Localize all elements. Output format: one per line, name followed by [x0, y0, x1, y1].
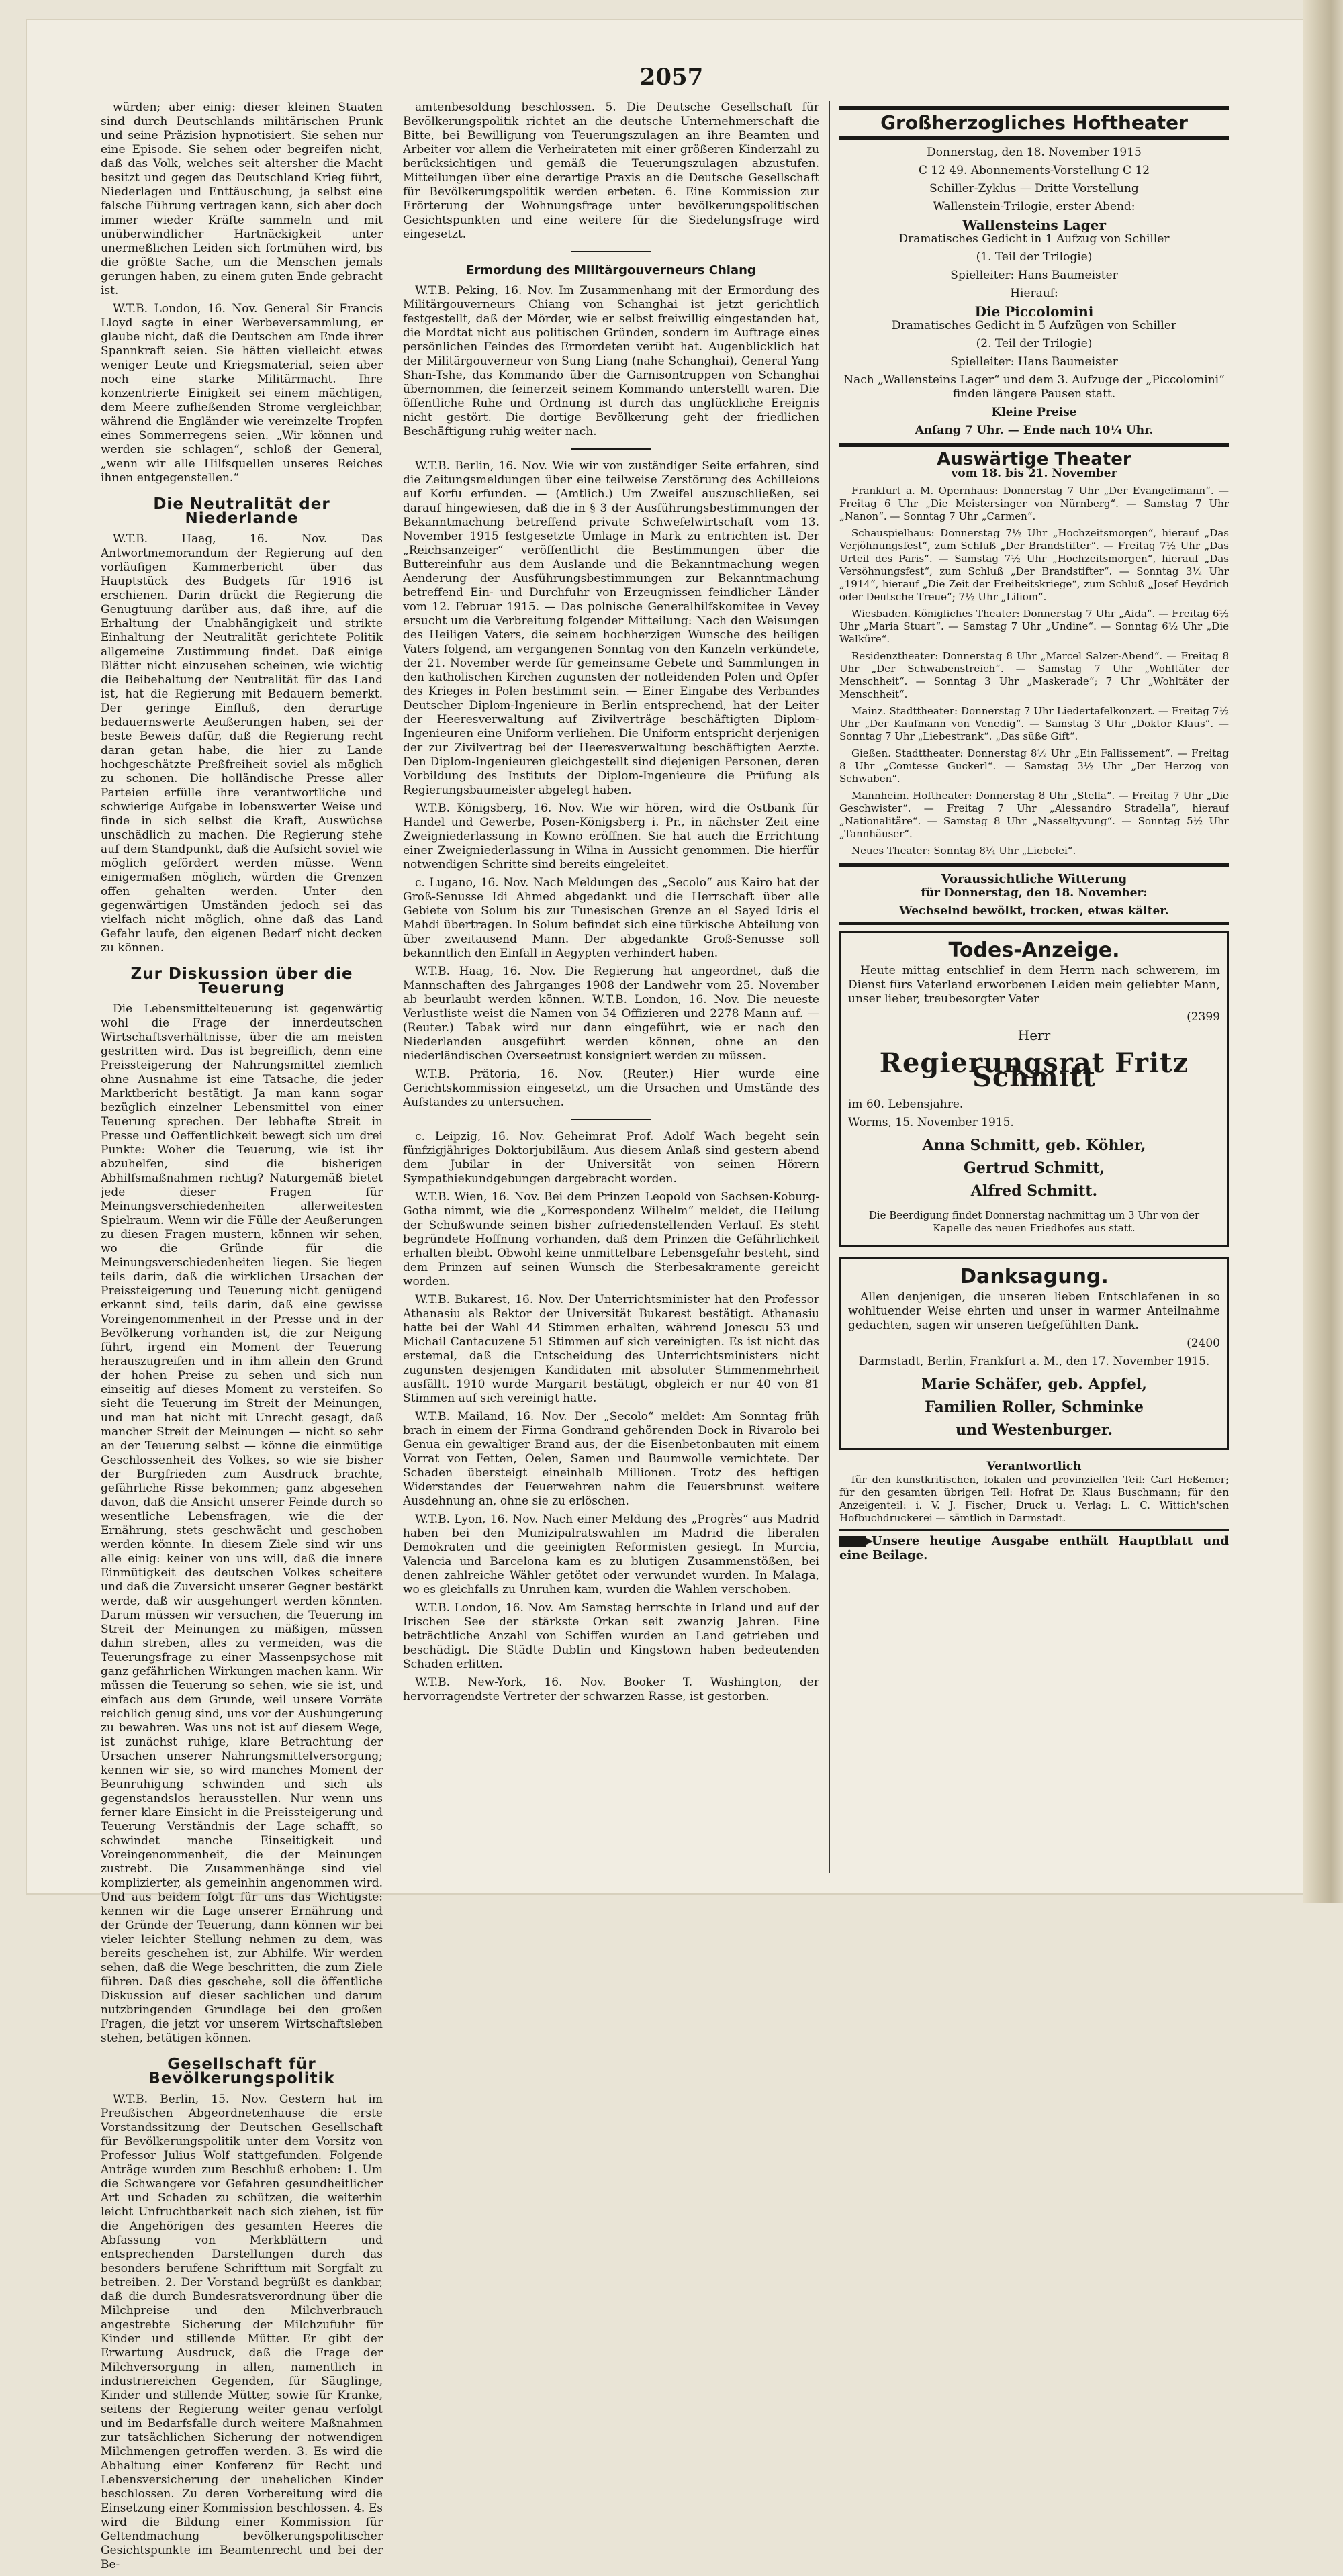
- section-rule: [571, 1119, 651, 1120]
- play-title: Die Piccolomini: [974, 303, 1094, 320]
- article-paragraph: c. Lugano, 16. Nov. Nach Meldungen des „Secolo“ aus Kairo hat der Groß-Senusse Idi Ahmed abgedankt und die Herrschaft über alle Gebiete von Solum bis zur Tunesischen Grenze an el Sayed Idris el Mahdi übertragen. In Solum befindet sich eine türkische Abteilung von über zweitausend Mann. Der abgedankte Groß-Senusse soll bekanntlich den Einfall in Aegypten verhindert haben.: [403, 876, 819, 960]
- deceased-name: Regierungsrat Fritz Schmitt: [879, 1047, 1189, 1093]
- weather-date: für Donnerstag, den 18. November:: [921, 886, 1148, 900]
- play-pause: Nach „Wallensteins Lager“ und dem 3. Aufzuge der „Piccolomini“ finden längere Pausen statt.: [843, 373, 1225, 401]
- thanks-notice-box: [839, 1257, 1229, 1450]
- play-part: (1. Teil der Trilogie): [976, 250, 1093, 264]
- play-part: (2. Teil der Trilogie): [976, 337, 1093, 350]
- footer-rule: [839, 1529, 1229, 1531]
- edition-note: [839, 1534, 1229, 1562]
- theater-title: Großherzogliches Hoftheater: [880, 111, 1188, 134]
- theater-bottom-rule: [839, 443, 1229, 447]
- column-2: [403, 101, 819, 1708]
- article-paragraph: W.T.B. London, 16. Nov. General Sir Francis Lloyd sagte in einer Werbeversammlung, er glaube nicht, daß die Deutschen am Ende ihrer Spannkraft seien. Sie hätten vielleicht etwas weniger Leute und Kriegsmaterial, seien aber noch eine starke Militärmacht. Ihre konzentrierte Einigkeit sei einem mächtigen, dem Meere zufließenden Strome vergleichbar, während die Engländer wie vereinzelte Tropfen eines Sommerregens seien. „Wir können und werden sie schlagen“, schloß der General, „wenn wir alle Hilfsquellen unseres Reiches ihnen entgegenstellen.“: [101, 302, 383, 485]
- thanks-family: und Westenburger.: [955, 1421, 1113, 1439]
- play-director: Spielleiter: Hans Baumeister: [950, 269, 1118, 282]
- play-description: Dramatisches Gedicht in 1 Aufzug von Schiller: [898, 232, 1170, 246]
- article-paragraph: W.T.B. Berlin, 15. Nov. Gestern hat im Preußischen Abgeordnetenhause die erste Vorstandssitzung der Deutschen Gesellschaft für Bevölkerungspolitik unter dem Vorsitz von Professor Julius Wolf stattgefunden. Folgende Anträge wurden zum Beschluß erhoben: 1. Um die Schwangere vor Gefahren gesundheitlicher Art und Schaden zu schützen, die weiterhin leicht Unfruchtbarkeit nach sich ziehen, ist für die Angehörigen des gesamten Heeres die Abfassung von Merkblättern und entsprechenden Darstellungen durch das besonders berufene Schrifttum mit Sorgfalt zu betreiben. 2. Der Vorstand begrüßt es dankbar, daß die durch Bundesratsverordnung über die Milchpreise und den Milchverbrauch angestrebte Sicherung der Milchzufuhr für Kinder und stillende Mütter. Er gibt der Erwartung Ausdruck, daß die Frage der Milchversorgung in allen, namentlich in industriereichen Gegenden, für Säuglinge, Kinder und stillende Mütter, sowie für Kranke, seitens der Regierung weiter genau verfolgt und im Bedarfsfalle durch weitere Maßnahmen zur tatsächlichen Sicherung der notwendigen Milchmengen getroffen werden. 3. Es wird die Abhaltung einer Konferenz für Recht und Lebensversicherung der unehelichen Kinder beschlossen. Zu deren Vorbereitung wird die Einsetzung einer Kommission beschlossen. 4. Es wird die Bildung einer Kommission für Geltendmachung bevölkerungspolitischer Gesichtspunkte im Beamtenrecht und bei der Be-: [101, 2093, 383, 2571]
- death-notice-title: Todes-Anzeige.: [948, 939, 1120, 962]
- mourner-name: Alfred Schmitt.: [970, 1182, 1098, 1200]
- theater-line: Schiller-Zyklus — Dritte Vorstellung: [929, 182, 1139, 195]
- article-paragraph: c. Leipzig, 16. Nov. Geheimrat Prof. Adolf Wach begeht sein fünfzigjähriges Doktorjubiläum. Aus diesem Anlaß sind gestern abend dem Jubilar in der Universität von seinen Hörern Sympathiekundgebungen dargebracht worden.: [403, 1130, 819, 1186]
- mourner-name: Anna Schmitt, geb. Köhler,: [922, 1137, 1146, 1154]
- pointing-hand-icon: [839, 1536, 866, 1547]
- play-prices: Kleine Preise: [991, 406, 1077, 419]
- edition-note-text: Unsere heutige Ausgabe enthält Hauptblatt und eine Beilage.: [839, 1534, 1229, 1562]
- article-paragraph: W.T.B. Königsberg, 16. Nov. Wie wir hören, wird die Ostbank für Handel und Gewerbe, Posen-Königsberg i. Pr., in nächster Zeit eine Zweigniederlassung in Kowno eröffnen. Sie hat auch die Errichtung einer Zweigniederlassung in Wilna in Aussicht genommen. Die hierfür notwendigen Schritte sind bereits eingeleitet.: [403, 802, 819, 871]
- death-notice-place: Worms, 15. November 1915.: [848, 1116, 1014, 1129]
- article-paragraph: würden; aber einig: dieser kleinen Staaten sind durch Deutschlands militärischen Prunk und seine Präzision hypnotisiert. Sie sehen nur eine Episode. Sie sehen oder begreifen nicht, daß das Volk, welches seit altersher die Macht besitzt und gegen das Deutschland Krieg führt, Niederlagen und Enttäuschung, ja selbst eine falsche Führung vertragen kann, sich aber doch immer wieder Kräfte sammeln und mit unüberwindlicher Hartnäckigkeit unter unermeßlichen Leiden sich fortmühen wird, bis die größte Sache, um die Menschen jemals gerungen haben, zu einem guten Ende gebracht ist.: [101, 101, 383, 297]
- headline-neutrality: Die Neutralität der Niederlande: [153, 495, 330, 527]
- editors-text: für den kunstkritischen, lokalen und provinziellen Teil: Carl Heßemer; für den gesamten übrigen Teil: Hofrat Dr. Klaus Buschmann; für den Anzeigenteil: i. V. J. Fischer; Druck u. Verlag: L. C. Wittich'schen Hofbuchdruckerei — sämtlich in Darmstadt.: [839, 1474, 1229, 1524]
- weather-title: Voraussichtliche Witterung: [941, 872, 1127, 886]
- weather-bottom-rule: [839, 922, 1229, 925]
- theater-listing: Residenztheater: Donnerstag 8 Uhr „Marcel Salzer-Abend“. — Freitag 8 Uhr „Der Schwabenstreich“. — Samstag 7 Uhr „Wohltäter der Menschheit“. — Sonntag 3 Uhr „Maskerade“; 7 Uhr „Wohltäter der Menschheit“.: [839, 650, 1229, 700]
- thanks-family: Marie Schäfer, geb. Appfel,: [921, 1376, 1147, 1393]
- article-paragraph: W.T.B. Wien, 16. Nov. Bei dem Prinzen Leopold von Sachsen-Koburg-Gotha nimmt, wie die „Korrespondenz Wilhelm“ meldet, die Heilung der Schußwunde seinen bisher zufriedenstellenden Verlauf. Es steht begründete Hoffnung vorhanden, daß dem Prinzen die Gefährlichkeit erhalten bleibt. Obwohl keine unmittelbare Lebensgefahr besteht, sind dem Prinzen auf seinen Wunsch die Sterbesakramente gereicht worden.: [403, 1190, 819, 1288]
- article-paragraph: amtenbesoldung beschlossen. 5. Die Deutsche Gesellschaft für Bevölkerungspolitik richtet an die deutsche Unternehmerschaft die Bitte, bei Bewilligung von Teuerungszulagen an ihre Beamten und Arbeiter vor allem die Verheirateten mit einer größeren Kinderzahl zu berücksichtigen und gemäß die Teuerungszulagen abzustufen. Mitteilungen über eine derartige Praxis an die Deutsche Gesellschaft für Bevölkerungspolitik werden erbeten. 6. Eine Kommission zur Erörterung der Wohnungsfrage unter bevölkerungspolitischen Gesichtspunkten und eine weitere für die Siedelungsfrage wird eingesetzt.: [403, 101, 819, 241]
- death-notice-ref: (2399: [1187, 1010, 1220, 1024]
- article-paragraph: W.T.B. New-York, 16. Nov. Booker T. Washington, der hervorragendste Vertreter der schwarzen Rasse, ist gestorben.: [403, 1676, 819, 1703]
- play-title: Wallensteins Lager: [962, 217, 1106, 233]
- theater-top-rule: [839, 106, 1229, 110]
- theater-title-rule: [839, 136, 1229, 140]
- theater-listing: Neues Theater: Sonntag 8¼ Uhr „Liebelei“.: [851, 845, 1076, 857]
- theater-listing: Gießen. Stadttheater: Donnerstag 8½ Uhr „Ein Fallissement“. — Freitag 8 Uhr „Comtesse Guckerl“. — Samstag 3½ Uhr „Der Herzog von Schwaben“.: [839, 747, 1229, 785]
- auswaertig-subtitle: vom 18. bis 21. November: [951, 467, 1117, 480]
- section-rule: [571, 448, 651, 450]
- play-hierauf: Hierauf:: [1010, 287, 1058, 300]
- theater-line: Wallenstein-Trilogie, erster Abend:: [933, 200, 1136, 213]
- death-notice-box: [839, 931, 1229, 1247]
- article-paragraph: W.T.B. Peking, 16. Nov. Im Zusammenhang mit der Ermordung des Militärgouverneurs Chiang von Schanghai ist jetzt gerichtlich festgestellt, daß der Mörder, wie er selbst freiwillig eingestanden hat, die Mordtat nicht aus politischen Gründen, sondern im Auftrage eines persönlichen Feindes des Ermordeten verübt hat. Augenblicklich hat der Militärgouverneur von Sung Liang (nahe Schanghai), General Yang Shan-Tshe, das Kommando über die Garnisontruppen von Schanghai übernommen, die feinerzeit seinem Kommando unterstellt waren. Die öffentliche Ruhe und Ordnung ist durch das unglückliche Ereignis nicht gestört. Die dortige Bevölkerung geht der friedlichen Beschäftigung ruhig weiter nach.: [403, 284, 819, 438]
- thanks-text: Allen denjenigen, die unseren lieben Entschlafenen in so wohltuender Weise ehrten und unser in warmer Anteilnahme gedachten, sagen wir unseren tiefgefühlten Dank.: [848, 1290, 1220, 1332]
- article-paragraph: W.T.B. Berlin, 16. Nov. Wie wir von zuständiger Seite erfahren, sind die Zeitungsmeldungen über eine teilweise Zerstörung des Achilleions auf Korfu erfunden. — (Amtlich.) Um Zweifel auszuschließen, sei darauf hingewiesen, daß die in § 3 der Ausführungsbestimmungen der Bekanntmachung betreffend private Schwefelwirtschaft vom 13. November 1915 festgesetzte Umlage in Mark zu entrichten ist. Der „Reichsanzeiger“ veröffentlicht die Bestimmungen über die Buttereinfuhr aus dem Auslande und die Bekanntmachung wegen Aenderung der Ausführungsbestimmungen zur Bekanntmachung betreffend Ein- und Durchfuhr von Erzeugnissen feindlicher Länder vom 12. Februar 1915. — Das polnische Generalhilfskomitee in Vevey ersucht um die Verbreitung folgender Mitteilung: Nach den Weisungen des Heiligen Vaters, die seinem hochherzigen Wunsche des heiligen Vaters folgend, am vergangenen Sonntag von den Kanzeln verkündete, der 21. November werde für gemeinsame Gebete und Sammlungen in den katholischen Kirchen zugunsten der notleidenden Polen und Opfer des Krieges in Polen bestimmt sein. — Einer Eingabe des Verbandes Deutscher Diplom-Ingenieure in Berlin entsprechend, hat der Leiter der Heeresverwaltung auf Zivilverträge beschäftigten Diplom-Ingenieuren eine Uniform verliehen. Die Uniform entspricht derjenigen der zur Zivilvertrag bei der Heeresverwaltung beschäftigten Aerzte. Den Diplom-Ingenieuren gleichgestellt sind diejenigen Personen, deren Vorbildung des Instituts der Diplom-Ingenieure die Prüfung als Regierungsbaumeister abgelegt haben.: [403, 459, 819, 797]
- mourner-name: Gertrud Schmitt,: [963, 1159, 1105, 1177]
- page-binding: [1303, 0, 1343, 1903]
- article-paragraph: Die Lebensmittelteuerung ist gegenwärtig wohl die Frage der innerdeutschen Wirtschaftsverhältnisse, über die am meisten gestritten wird. Das ist begreiflich, denn eine Preissteigerung der Nahrungsmittel ziemlich ohne Ausnahme ist eine Tatsache, die jeder Marktbericht bestätigt. Ja man kann sogar bezüglich einzelner Lebensmittel von einer Teuerung sprechen. Der lebhafte Streit in Presse und Oeffentlichkeit bewegt sich um drei Punkte: Woher die Teuerung, wie ist ihr abzuhelfen, sind die bisherigen Abhilfsmaßnahmen richtig? Naturgemäß bietet jede dieser Fragen für Meinungsverschiedenheiten allerweitesten Spielraum. Wenn wir die Fülle der Aeußerungen zu diesen Fragen mustern, können wir sehen, wo die Gründe für die Meinungsverschiedenheiten liegen. Sie liegen teils darin, daß die wirklichen Ursachen der Preissteigerung und Teuerung nicht genügend erkannt sind, teils darin, daß eine gewisse Voreingenommenheit in der Presse und in der Bevölkerung vorhanden ist, die zur Neigung führt, irgend ein Moment der Teuerung herauszugreifen und in ihm allein den Grund der hohen Preise zu sehen und sich nun einseitig auf dieses Moment zu versteifen. So sieht die Teuerung im Streit der Meinungen, und man hat nicht mit Unrecht gesagt, daß mancher Streit der Meinungen — nicht so sehr an der Teuerung selbst — könne die einmütige Geschlossenheit des Volkes, so wie sie bisher der Burgfrieden zum Ausdruck brachte, gefährliche Risse bekommen; ganz abgesehen davon, daß die Ansicht unserer Feinde durch so wesentliche Lebensfragen, wie die der Ernährung, stets geschwächt und geschoben werden könnte. In diesem Ziele sind wir uns alle einig: keiner von uns will, daß die innere Einmütigkeit des deutschen Volkes scheitere und daß die Zuversicht unserer Gegner bestärkt werde, daß wir ausgehungert werden könnten. Darum müssen wir versuchen, die Teuerung im Streit der Meinungen zu mäßigen, müssen dahin streben, alles zu vermeiden, was die Teuerungsfrage zu einer Massenpsychose mit ganz gefährlichen Wirkungen machen kann. Wir müssen die Teuerung so sehen, wie sie ist, und einfach aus dem Grunde, weil unsere Vorräte reichlich genug sind, uns vor der Aushungerung zu bewahren. Was uns not ist auf diesem Wege, ist zunächst ruhige, klare Betrachtung der Ursachen unserer Nahrungsmittelversorgung; kennen wir sie, so wird manches Moment der Beunruhigung schwinden und sich als gegenstandslos herausstellen. Nur wenn uns ferner klare Einsicht in die Preissteigerung und Teuerung Verständnis der Lage schafft, so schwindet manche Einseitigkeit und Voreingenommenheit, die der Meinungen zustrebt. Die Zusammenhänge sind viel komplizierter, als gemeinhin angenommen wird. Und aus beidem folgt für uns das Wichtigste: kennen wir die Lage unserer Ernährung und der Gründe der Teuerung, dann können wir bei vieler leichter Stellung nehmen zu dem, was bereits geschehen ist, zur Abhilfe. Wir werden sehen, daß die Wege beschritten, die zum Ziele führen. Daß dies geschehe, soll die öffentliche Diskussion auf dieser sachlichen und darum nutzbringenden Grundlage bei den großen Fragen, die jetzt vor unserem Wirtschaftsleben stehen, betätigen können.: [101, 1002, 383, 2045]
- article-paragraph: W.T.B. Mailand, 16. Nov. Der „Secolo“ meldet: Am Sonntag früh brach in einem der Firma Gondrand gehörenden Dock in Rivarolo bei Genua ein gewaltiger Brand aus, der die Eisenbetonbauten mit einem Vorrat von Fetten, Oelen, Samen und Baumwolle vernichtete. Der Schaden übersteigt eineinhalb Millionen. Trotz des heftigen Widerstandes der Feuerwehren nahm die Feuersbrunst weitere Ausdehnung an, ohne sie zu erlöschen.: [403, 1410, 819, 1508]
- article-paragraph: W.T.B. Haag, 16. Nov. Die Regierung hat angeordnet, daß die Mannschaften des Jahrganges 1908 der Landwehr vom 25. November ab beurlaubt werden können. W.T.B. London, 16. Nov. Die neueste Verlustliste weist die Namen von 54 Offizieren und 2278 Mann auf. — (Reuter.) Tabak wird nur dann eingeführt, wie er nach den Niederlanden ausgeführt werden können, ohne an den niederländischen Overseetrust konsigniert werden zu müssen.: [403, 965, 819, 1063]
- article-paragraph: W.T.B. Prätoria, 16. Nov. (Reuter.) Hier wurde eine Gerichtskommission eingesetzt, um die Ursachen und Umstände des Aufstandes zu untersuchen.: [403, 1067, 819, 1109]
- death-notice-herr: Herr: [1017, 1027, 1051, 1043]
- column-divider: [829, 101, 830, 1873]
- column-3: [839, 101, 1229, 1566]
- article-paragraph: W.T.B. Lyon, 16. Nov. Nach einer Meldung des „Progrès“ aus Madrid haben bei den Munizipalratswahlen im Madrid die liberalen Demokraten und die geeinigten Reformisten gesiegt. In Murcia, Valencia und Barcelona kam es zu blutigen Zusammenstößen, bei denen zahlreiche Wähler getötet oder verwundet wurden. In Malaga, wo es gleichfalls zu Unruhen kam, wurden die Wahlen verschoben.: [403, 1513, 819, 1596]
- theater-listing: Mainz. Stadttheater: Donnerstag 7 Uhr Liedertafelkonzert. — Freitag 7½ Uhr „Der Kaufmann von Venedig“. — Samstag 3 Uhr „Doktor Klaus“. — Sonntag 7 Uhr „Liebestrank“. „Das süße Gift“.: [839, 705, 1229, 743]
- thanks-ref: (2400: [1187, 1337, 1220, 1350]
- article-paragraph: W.T.B. London, 16. Nov. Am Samstag herrschte in Irland und auf der Irischen See der stärkste Orkan seit zwanzig Jahren. Eine beträchtliche Anzahl von Schiffen wurden an Land getrieben und beschädigt. Die Städte Dublin und Kingstown haben bedeutenden Schaden erlitten.: [403, 1601, 819, 1671]
- theater-listing: Mannheim. Hoftheater: Donnerstag 8 Uhr „Stella“. — Freitag 7 Uhr „Die Geschwister“. — Freitag 7 Uhr „Alessandro Stradella“, hierauf „Nationalitäre“. — Samstag 8 Uhr „Nasseltyvung“. — Sonntag 5½ Uhr „Tannhäuser“.: [839, 790, 1229, 840]
- column-1: [101, 101, 383, 2576]
- death-notice-text: Heute mittag entschlief in dem Herrn nach schwerem, im Dienst fürs Vaterland erworbenen Leiden mein geliebter Mann, unser lieber, treubesorgter Vater: [848, 964, 1220, 1006]
- headline-teuerung: Zur Diskussion über die Teuerung: [130, 965, 353, 997]
- death-notice-age: im 60. Lebensjahre.: [848, 1098, 964, 1111]
- funeral-info: Die Beerdigung findet Donnerstag nachmittag um 3 Uhr von der Kapelle des neuen Friedhofes aus statt.: [868, 1209, 1200, 1234]
- play-director: Spielleiter: Hans Baumeister: [950, 355, 1118, 369]
- weather-text: Wechselnd bewölkt, trocken, etwas kälter.: [899, 904, 1169, 918]
- headline-bevoelkerung: Gesellschaft für Bevölkerungspolitik: [148, 2056, 335, 2087]
- theater-line: C 12 49. Abonnements-Vorstellung C 12: [918, 164, 1150, 177]
- auswaertig-title: Auswärtige Theater: [937, 449, 1131, 469]
- section-rule: [571, 251, 651, 252]
- play-description: Dramatisches Gedicht in 5 Aufzügen von Schiller: [892, 319, 1176, 332]
- thanks-family: Familien Roller, Schminke: [925, 1398, 1144, 1416]
- page-number: 2057: [639, 64, 704, 91]
- theater-listing: Frankfurt a. M. Opernhaus: Donnerstag 7 Uhr „Der Evangelimann“. — Freitag 6 Uhr „Die Meistersinger von Nürnberg“. — Samstag 7 Uhr „Nanon“. — Sonntag 7 Uhr „Carmen“.: [839, 485, 1229, 522]
- editors-title: Verantwortlich: [986, 1460, 1082, 1473]
- theater-date: Donnerstag, den 18. November 1915: [927, 146, 1142, 159]
- thanks-place: Darmstadt, Berlin, Frankfurt a. M., den 17. November 1915.: [858, 1355, 1210, 1368]
- weather-top-rule: [839, 863, 1229, 867]
- headline-chiang: Ermordung des Militärgouverneurs Chiang: [466, 263, 756, 277]
- thanks-title: Danksagung.: [960, 1265, 1109, 1288]
- theater-listing: Schauspielhaus: Donnerstag 7½ Uhr „Hochzeitsmorgen“, hierauf „Das Verjöhnungsfest“, zum Schluß „Der Brandstifter“. — Freitag 7½ Uhr „Das Urteil des Paris“. — Samstag 7½ Uhr „Hochzeitsmorgen“, hierauf „Das Versöhnungsfest“, zum Schluß „Der Brandstifter“. — Sonntag 3½ Uhr „1914“, hierauf „Die Zeit der Freiheitskriege“, zum Schluß „Josef Heydrich oder Deutsche Treue“; 7½ Uhr „Liliom“.: [839, 527, 1229, 603]
- theater-listing: Wiesbaden. Königliches Theater: Donnerstag 7 Uhr „Aida“. — Freitag 6½ Uhr „Maria Stuart“. — Samstag 7 Uhr „Undine“. — Sonntag 6½ Uhr „Die Walküre“.: [839, 608, 1229, 645]
- play-time: Anfang 7 Uhr. — Ende nach 10¼ Uhr.: [915, 424, 1154, 437]
- article-paragraph: W.T.B. Haag, 16. Nov. Das Antwortmemorandum der Regierung auf den vorläufigen Kammerbericht über das Hauptstück des Budgets für 1916 ist erschienen. Darin drückt die Regierung die Genugtuung darüber aus, daß ihre, auf die Erhaltung der Unabhängigkeit und strikte Einhaltung der Neutralität gerichtete Politik allgemeine Zustimmung findet. Daß einige Blätter nicht einzusehen scheinen, wie wichtig die Beibehaltung der Neutralität für das Land ist, hat die Regierung mit Bedauern bemerkt. Der geringe Einfluß, den derartige bedauernswerte Aeußerungen haben, sei der beste Beweis dafür, daß die Regierung recht daran getan habe, die hier zu Lande hochgeschätzte Preßfreiheit soviel als möglich zu schonen. Die holländische Presse aller Parteien erfülle ihre verantwortliche und schwierige Aufgabe in lobenswerter Weise und finde in sich selbst die Kraft, Auswüchse unschädlich zu machen. Die Regierung stehe auf dem Standpunkt, daß die Aufsicht soviel wie möglich gefördert werden müsse. Wenn einigermaßen möglich, würden die Grenzen offen gehalten werden. Unter den gegenwärtigen Umständen jedoch sei das vielfach nicht möglich, ohne daß das Land Gefahr laufe, den eigenen Bedarf nicht decken zu können.: [101, 532, 383, 955]
- article-paragraph: W.T.B. Bukarest, 16. Nov. Der Unterrichtsminister hat den Professor Athanasiu als Rektor der Universität Bukarest bestätigt. Athanasiu hatte bei der Wahl 44 Stimmen erhalten, während Jonescu 53 und Michail Cantacuzene 51 Stimmen auf sich vereinigten. Es ist nicht das erstemal, daß die Entscheidung des Unterrichtsministers nicht zugunsten desjenigen Kandidaten mit absoluter Stimmenmehrheit ausfällt. 1910 wurde Margarit bestätigt, obgleich er nur 40 von 81 Stimmen auf sich vereinigt hatte.: [403, 1293, 819, 1405]
